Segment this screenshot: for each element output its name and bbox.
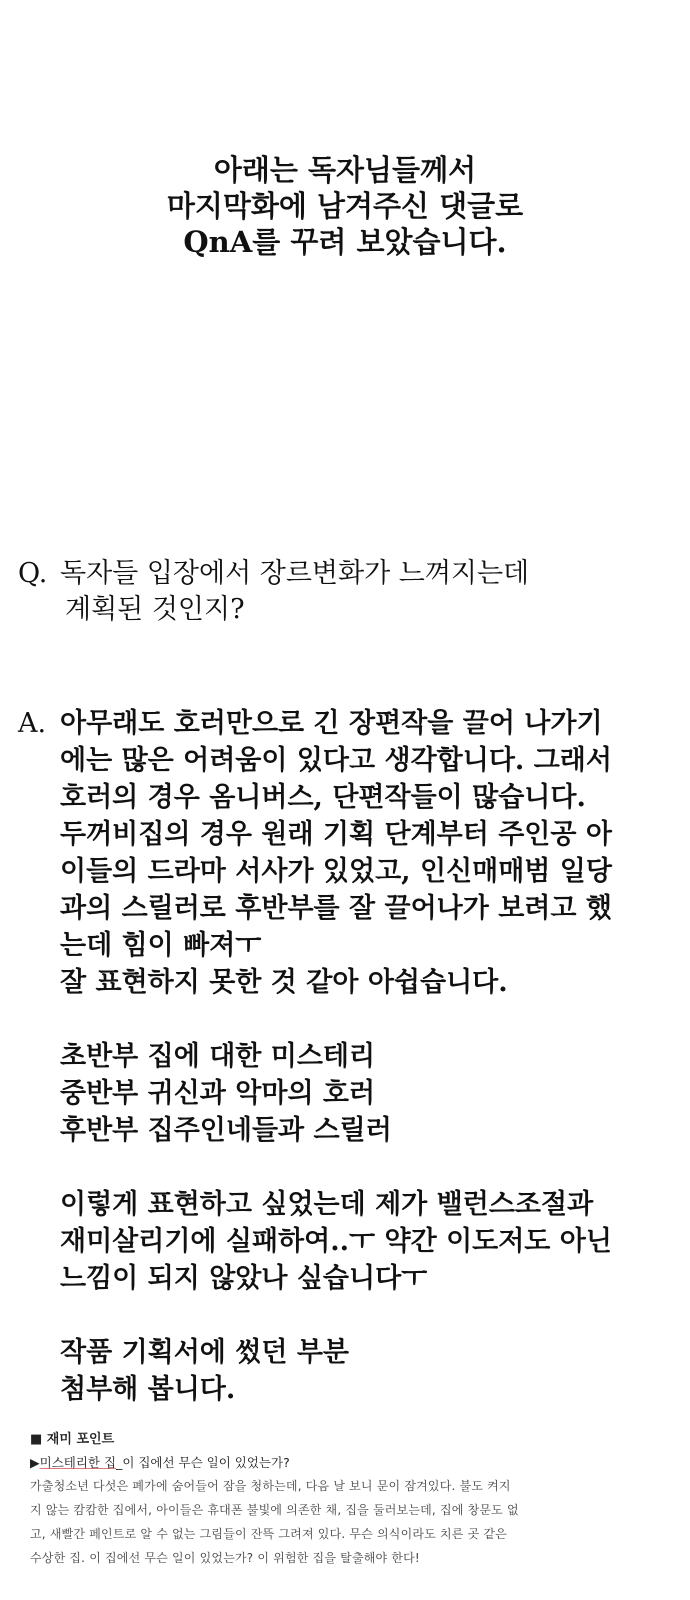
answer-body — [60, 705, 678, 1408]
question-line: 계획된 것인지? — [65, 594, 245, 625]
answer-line: 중반부 귀신과 악마의 호러 — [60, 1078, 376, 1109]
answer-line: 이렇게 표현하고 싶었는데 제가 밸런스조절과 — [60, 1189, 594, 1220]
plan-document-excerpt — [30, 1428, 680, 1570]
answer-line: 는데 힘이 빠져ㅜ — [60, 930, 262, 961]
question-line: 독자들 입장에서 장르변화가 느껴지는데 — [60, 558, 530, 589]
plan-heading: ■ 재미 포인트 — [30, 1432, 115, 1447]
answer-block — [18, 705, 678, 1408]
answer-line: 재미살리기에 실패하여..ㅜ 약간 이도저도 아닌 — [60, 1226, 612, 1257]
triangle-bullet-icon: ▶ — [30, 1455, 40, 1470]
plan-line: 수상한 집. 이 집에선 무슨 일이 있었는가? 이 위험한 집을 탈출해야 한다! — [30, 1551, 420, 1565]
answer-line: 느낌이 되지 않았나 싶습니다ㅜ — [60, 1263, 428, 1294]
answer-line: 잘 표현하지 못한 것 같아 아쉽습니다. — [60, 967, 508, 998]
plan-subheading-rest: _이 집에선 무슨 일이 있었는가? — [116, 1455, 290, 1470]
plan-line: 가출청소년 다섯은 폐가에 숨어들어 잠을 청하는데, 다음 날 보니 문이 잠겨있다. 불도 켜지 — [30, 1479, 511, 1493]
answer-line: 아무래도 호러만으로 긴 장편작을 끌어 나가기 — [60, 708, 603, 739]
answer-line: 과의 스릴러로 후반부를 잘 끌어나가 보려고 했 — [60, 893, 612, 924]
answer-line: 후반부 집주인네들과 스릴러 — [60, 1115, 392, 1146]
answer-line: 첨부해 봅니다. — [60, 1374, 236, 1405]
plan-subheading — [30, 1453, 680, 1471]
plan-line: 지 않는 캄캄한 집에서, 아이들은 휴대폰 불빛에 의존한 채, 집을 둘러보는데, 집에 창문도 없 — [30, 1503, 519, 1517]
answer-line: 작품 기획서에 썼던 부분 — [60, 1337, 350, 1368]
answer-line: 호러의 경우 옴니버스, 단편작들이 많습니다. — [60, 782, 586, 813]
answer-line: 이들의 드라마 서사가 있었고, 인신매매범 일당 — [60, 856, 612, 887]
intro-line: 마지막화에 남겨주신 댓글로 — [166, 189, 524, 223]
answer-line: 초반부 집에 대한 미스테리 — [60, 1041, 376, 1072]
plan-body — [30, 1474, 680, 1570]
answer-mark: A. — [18, 708, 47, 739]
answer-line: 두꺼비집의 경우 원래 기획 단계부터 주인공 아 — [60, 819, 612, 850]
intro-text — [0, 152, 690, 260]
answer-line: 에는 많은 어려움이 있다고 생각합니다. 그래서 — [60, 745, 612, 776]
question-mark: Q. — [18, 558, 48, 589]
plan-subheading-underlined: 미스테리한 집 — [39, 1455, 117, 1470]
intro-line: QnA를 꾸려 보았습니다. — [183, 225, 507, 259]
question-block — [18, 556, 678, 628]
plan-line: 고, 새빨간 페인트로 알 수 없는 그림들이 잔뜩 그려져 있다. 무슨 의식이라도 치른 곳 같은 — [30, 1527, 507, 1541]
intro-line: 아래는 독자님들께서 — [213, 153, 477, 187]
